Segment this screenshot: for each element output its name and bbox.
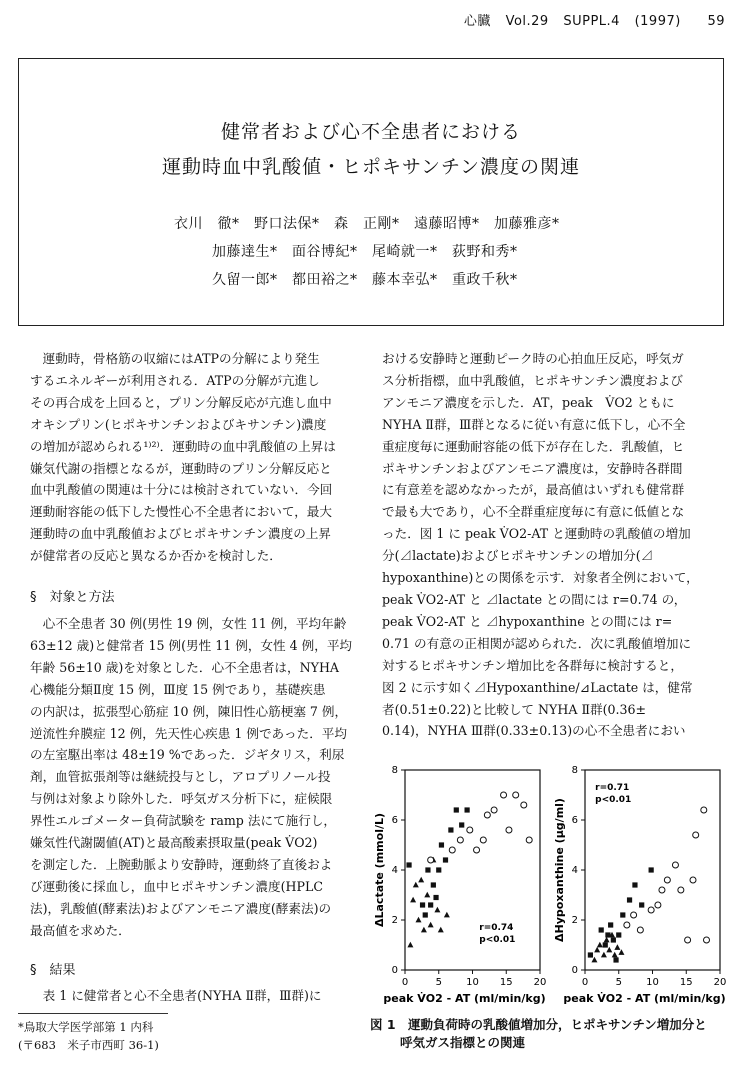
y-tick-label: 8 bbox=[571, 765, 578, 776]
point-circle bbox=[501, 792, 507, 798]
text-line: 分(⊿lactate)およびヒポキサンチンの増加分(⊿ bbox=[382, 548, 654, 564]
y-tick-label: 6 bbox=[391, 815, 398, 826]
chart-hypoxanthine bbox=[550, 760, 730, 1019]
point-triangle bbox=[410, 897, 416, 903]
point-square bbox=[433, 895, 438, 900]
authors-line-2: 加藤達生* 面谷博紀* 尾崎就一* 荻野和秀* bbox=[212, 244, 518, 260]
point-square bbox=[588, 952, 593, 957]
point-triangle bbox=[612, 952, 618, 958]
point-triangle bbox=[597, 942, 603, 948]
point-circle bbox=[704, 937, 710, 943]
point-square bbox=[465, 807, 470, 812]
text-line: で最も大であり，心不全群重症度毎に有意に低値とな bbox=[382, 504, 685, 520]
point-square bbox=[459, 822, 464, 827]
text-line: 心不全患者 30 例(男性 19 例，女性 11 例，平均年齢 bbox=[42, 615, 347, 631]
text-line: 心機能分類Ⅱ度 15 例，Ⅲ度 15 例であり，基礎疾患 bbox=[30, 681, 326, 697]
y-tick-label: 0 bbox=[571, 965, 578, 976]
text-line: ポキサンチンおよびアンモニア濃度は，安静時各群間 bbox=[382, 460, 683, 476]
point-circle bbox=[672, 862, 678, 868]
footnote-divider bbox=[18, 1013, 168, 1014]
y-tick-label: 6 bbox=[571, 815, 578, 826]
point-triangle bbox=[604, 937, 610, 943]
text-line: 運動時，骨格筋の収縮にはATPの分解により発生 bbox=[42, 351, 320, 366]
point-circle bbox=[693, 832, 699, 838]
point-circle bbox=[491, 807, 497, 813]
x-tick-label: 0 bbox=[401, 977, 409, 988]
plot-frame bbox=[405, 770, 540, 970]
x-tick-label: 10 bbox=[646, 977, 659, 988]
point-circle bbox=[664, 877, 670, 883]
year: (1997) bbox=[634, 14, 681, 29]
text-line: 法)，乳酸値(酵素法)およびアンモニア濃度(酵素法)の bbox=[30, 900, 332, 916]
text-line: 運動耐容能の低下した慢性心不全患者において，最大 bbox=[30, 504, 332, 520]
text-line: 対するヒポキサンチン増加比を各群毎に検討すると， bbox=[382, 657, 683, 673]
point-triangle bbox=[428, 922, 434, 928]
point-circle bbox=[685, 937, 691, 943]
title-box bbox=[18, 58, 724, 326]
text-line: hypoxanthine)との関係を示す．対象者全例において， bbox=[382, 570, 699, 586]
text-line: オキシプリン(ヒポキサンチンおよびキサンチン)濃度 bbox=[30, 416, 327, 432]
text-line: 逆流性弁膜症 12 例，先天性心疾患 1 例であった．平均 bbox=[30, 725, 347, 741]
title-line-2: 運動時血中乳酸値・ヒポキサンチン濃度の関連 bbox=[161, 156, 581, 178]
text-line: の左室駆出率は 48±19 %であった．ジギタリス，利尿 bbox=[30, 747, 345, 763]
point-triangle bbox=[418, 877, 424, 883]
footnote-affiliation: *鳥取大学医学部第 1 内科 bbox=[18, 1020, 154, 1034]
point-square bbox=[448, 827, 453, 832]
point-circle bbox=[457, 837, 463, 843]
point-circle bbox=[690, 877, 696, 883]
point-square bbox=[439, 842, 444, 847]
point-triangle bbox=[594, 947, 600, 953]
point-square bbox=[428, 902, 433, 907]
stat-annotation: r=0.71 bbox=[595, 783, 630, 793]
y-axis-label: ΔHypoxanthine (μg/ml) bbox=[553, 798, 566, 942]
text-line: の増加が認められる¹⁾²⁾．運動時の血中乳酸値の上昇は bbox=[30, 438, 336, 454]
point-circle bbox=[506, 827, 512, 833]
y-axis-label: ΔLactate (mmol/L) bbox=[373, 812, 386, 928]
text-line: 表 1 に健常者と心不全患者(NYHA Ⅱ群，Ⅲ群)に bbox=[42, 988, 322, 1004]
y-tick-label: 2 bbox=[391, 915, 398, 926]
text-line: 嫌気代謝の指標となるが，運動時のプリン分解反応と bbox=[30, 460, 332, 476]
x-axis-label: peak V̇O2 - AT (ml/min/kg) bbox=[563, 992, 726, 1005]
text-line: NYHA Ⅱ群，Ⅲ群となるに従い有意に低下し，心不全 bbox=[382, 416, 686, 432]
text-line: 図 2 に示す如く⊿Hypoxanthine/⊿Lactate は，健常 bbox=[382, 679, 693, 695]
point-square bbox=[406, 862, 411, 867]
text-line: おける安静時と運動ピーク時の心拍血圧反応，呼気ガ bbox=[382, 351, 684, 366]
point-circle bbox=[521, 802, 527, 808]
text-line: 者(0.51±0.22)と比較して NYHA Ⅱ群(0.36± bbox=[382, 701, 647, 717]
point-square bbox=[616, 932, 621, 937]
point-circle bbox=[513, 792, 519, 798]
point-square bbox=[420, 902, 425, 907]
running-header bbox=[454, 10, 725, 29]
chart-lactate bbox=[370, 760, 550, 1019]
x-tick-label: 5 bbox=[615, 977, 622, 988]
right-column bbox=[382, 348, 727, 742]
point-circle bbox=[637, 927, 643, 933]
section-heading: § 結果 bbox=[30, 962, 76, 978]
text-line: を測定した．上腕動脈より安静時，運動終了直後およ bbox=[30, 856, 333, 872]
text-line: アンモニア濃度を示した．AT，peak V̇O2 ともに bbox=[382, 394, 675, 410]
point-square bbox=[431, 882, 436, 887]
point-square bbox=[436, 867, 441, 872]
point-square bbox=[620, 912, 625, 917]
text-line: の内訳は，拡張型心筋症 10 例，陳旧性心筋梗塞 7 例， bbox=[30, 703, 348, 719]
section-heading: § 対象と方法 bbox=[30, 590, 115, 606]
point-triangle bbox=[606, 947, 612, 953]
figure-caption bbox=[370, 1016, 730, 1052]
point-triangle bbox=[444, 912, 450, 918]
page-number: 59 bbox=[707, 14, 725, 29]
point-square bbox=[423, 912, 428, 917]
point-circle bbox=[631, 912, 637, 918]
point-circle bbox=[467, 827, 473, 833]
point-circle bbox=[474, 847, 480, 853]
text-line: その再合成を上回ると，プリン分解反応が亢進し血中 bbox=[30, 394, 332, 410]
point-square bbox=[632, 882, 637, 887]
text-line: 与例は対象より除外した．呼気ガス分析下に，症候限 bbox=[30, 791, 333, 807]
text-line: が健常者の反応と異なるか否かを検討した． bbox=[30, 548, 282, 564]
x-tick-label: 15 bbox=[499, 977, 513, 988]
journal-name: 心臓 bbox=[463, 14, 491, 29]
text-line: び運動後に採血し，血中ヒポキサンチン濃度(HPLC bbox=[30, 878, 323, 894]
point-square bbox=[425, 867, 430, 872]
point-triangle bbox=[421, 927, 427, 933]
text-line: 運動時の血中乳酸値およびヒポキサンチン濃度の上昇 bbox=[30, 526, 331, 542]
point-triangle bbox=[591, 957, 597, 963]
text-line: 血中乳酸値の関連は十分には検討されていない．今回 bbox=[30, 482, 333, 498]
point-square bbox=[599, 927, 604, 932]
text-line: 剤，血管拡張剤等は継続投与とし，アロプリノール投 bbox=[30, 769, 331, 785]
point-square bbox=[605, 932, 610, 937]
point-circle bbox=[701, 807, 707, 813]
point-square bbox=[639, 902, 644, 907]
point-circle bbox=[655, 902, 661, 908]
point-square bbox=[443, 857, 448, 862]
text-line: 嫌気性代謝閾値(AT)と最高酸素摂取量(peak V̇O2) bbox=[30, 835, 318, 851]
point-triangle bbox=[424, 892, 430, 898]
point-circle bbox=[484, 812, 490, 818]
text-line: 0.71 の有意の正相関が認められた．次に乳酸値増加に bbox=[382, 635, 692, 651]
point-square bbox=[603, 942, 608, 947]
point-square bbox=[608, 922, 613, 927]
point-triangle bbox=[407, 942, 413, 948]
text-line: 最高値を求めた． bbox=[30, 922, 131, 938]
text-line: 界性エルゴメーター負荷試験を ramp 法にて施行し， bbox=[30, 813, 337, 829]
text-line: ス分析指標，血中乳酸値，ヒポキサンチン濃度および bbox=[382, 372, 683, 388]
text-line: peak V̇O2-AT と ⊿lactate との間には r=0.74 の， bbox=[382, 591, 687, 607]
footnote-address: (〒683 米子市西町 36-1) bbox=[18, 1038, 159, 1052]
text-line: 63±12 歳)と健常者 15 例(男性 11 例，女性 4 例，平均 bbox=[30, 637, 353, 653]
y-tick-label: 8 bbox=[391, 765, 398, 776]
point-circle bbox=[428, 857, 434, 863]
point-square bbox=[454, 807, 459, 812]
footnote bbox=[18, 1018, 159, 1054]
point-triangle bbox=[438, 927, 444, 933]
point-square bbox=[613, 957, 618, 962]
y-tick-label: 0 bbox=[391, 965, 398, 976]
point-circle bbox=[678, 887, 684, 893]
y-tick-label: 4 bbox=[391, 865, 398, 876]
point-square bbox=[649, 867, 654, 872]
point-square bbox=[611, 937, 616, 942]
point-circle bbox=[526, 837, 532, 843]
point-triangle bbox=[601, 952, 607, 958]
x-axis-label: peak V̇O2 - AT (ml/min/kg) bbox=[383, 992, 546, 1005]
supplement: SUPPL.4 bbox=[563, 14, 620, 29]
point-circle bbox=[624, 922, 630, 928]
volume: Vol.29 bbox=[505, 14, 549, 29]
point-triangle bbox=[434, 907, 440, 913]
authors-line-3: 久留一郎* 都田裕之* 藤本幸弘* 重政千秋* bbox=[212, 272, 518, 288]
x-tick-label: 15 bbox=[679, 977, 693, 988]
point-triangle bbox=[413, 882, 419, 888]
text-line: 年齢 56±10 歳)を対象とした．心不全患者は，NYHA bbox=[30, 659, 340, 675]
point-circle bbox=[480, 837, 486, 843]
caption-line-2: 呼気ガス指標との関連 bbox=[400, 1035, 526, 1050]
text-line: するエネルギーが利用される．ATPの分解が亢進し bbox=[30, 372, 320, 388]
left-column bbox=[30, 348, 360, 1007]
x-tick-label: 20 bbox=[713, 977, 727, 988]
stat-annotation: p<0.01 bbox=[595, 795, 632, 805]
authors-line-1: 衣川 徹* 野口法保* 森 正剛* 遠藤昭博* 加藤雅彦* bbox=[174, 216, 560, 232]
text-line: peak V̇O2-AT と ⊿hypoxanthine との間には r= bbox=[382, 613, 673, 629]
text-line: に有意差を認めなかったが，最高値はいずれも健常群 bbox=[382, 482, 685, 498]
point-triangle bbox=[618, 949, 624, 955]
stat-annotation: p<0.01 bbox=[479, 935, 516, 945]
text-line: 重症度毎に運動耐容能の低下が存在した．乳酸値，ヒ bbox=[382, 438, 685, 454]
point-circle bbox=[648, 907, 654, 913]
text-line: った．図 1 に peak V̇O2-AT と運動時の乳酸値の増加 bbox=[382, 526, 691, 542]
point-square bbox=[627, 897, 632, 902]
caption-line-1: 図 1 運動負荷時の乳酸値増加分，ヒポキサンチン増加分と bbox=[370, 1017, 707, 1032]
point-triangle bbox=[416, 917, 422, 923]
stat-annotation: r=0.74 bbox=[479, 923, 514, 933]
x-tick-label: 5 bbox=[435, 977, 442, 988]
x-tick-label: 10 bbox=[466, 977, 479, 988]
point-triangle bbox=[614, 944, 620, 950]
point-circle bbox=[659, 887, 665, 893]
point-circle bbox=[449, 847, 455, 853]
y-tick-label: 2 bbox=[571, 915, 578, 926]
text-line: 0.14)，NYHA Ⅲ群(0.33±0.13)の心不全患者におい bbox=[382, 723, 686, 739]
y-tick-label: 4 bbox=[571, 865, 578, 876]
title-line-1: 健常者および心不全患者における bbox=[220, 121, 521, 143]
x-tick-label: 20 bbox=[533, 977, 547, 988]
x-tick-label: 0 bbox=[581, 977, 589, 988]
